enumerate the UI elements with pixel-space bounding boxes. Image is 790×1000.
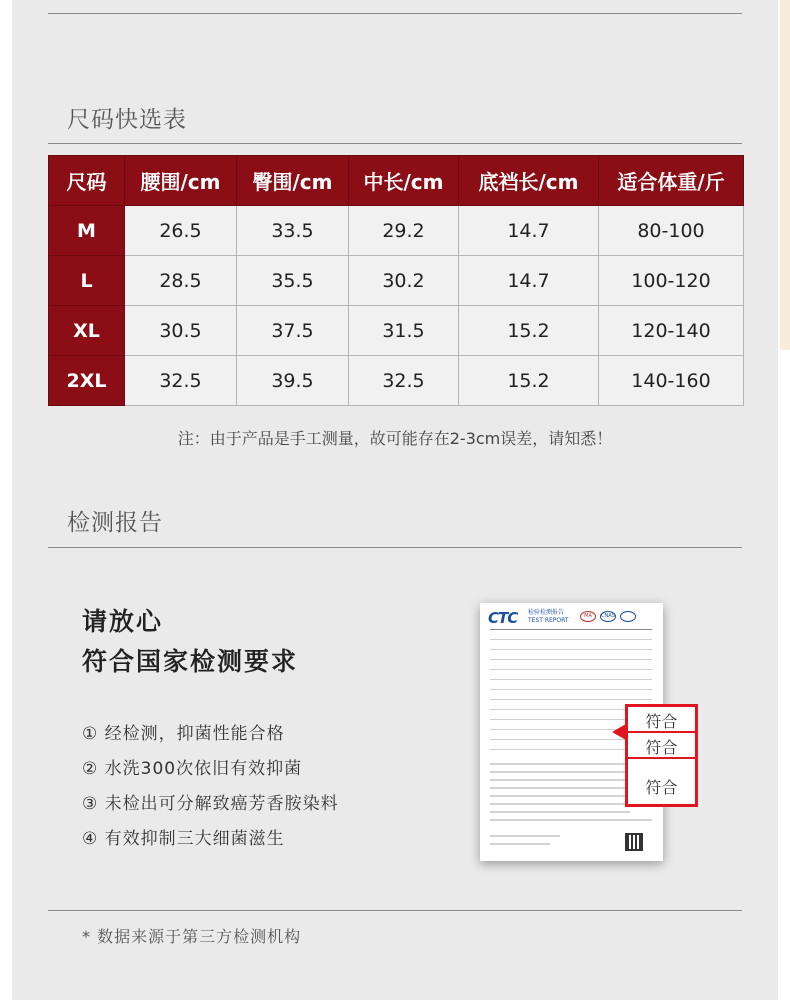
- report-table-line: [490, 699, 652, 700]
- table-cell: 33.5: [237, 206, 349, 256]
- content-panel: [12, 0, 778, 1000]
- pointer-arrow-icon: [612, 724, 626, 740]
- feature-item: ③ 未检出可分解致癌芳香胺染料: [82, 794, 339, 814]
- report-table-line: [490, 639, 652, 640]
- table-cell: 80-100: [599, 206, 744, 256]
- table-cell: 30.2: [349, 256, 459, 306]
- report-table-line: [490, 689, 652, 690]
- table-cell: 15.2: [459, 306, 599, 356]
- report-logo-subtitle-cn: 检验检测报告: [528, 609, 565, 616]
- table-cell: 32.5: [349, 356, 459, 406]
- stamp-divider: [628, 757, 695, 759]
- table-cell: 35.5: [237, 256, 349, 306]
- report-table-line: [490, 659, 652, 660]
- report-rule: [490, 629, 652, 630]
- report-text-line: [490, 763, 640, 765]
- compliance-heading: 符合国家检测要求: [82, 647, 299, 676]
- header-crotch: 底裆长/cm: [459, 156, 599, 206]
- stamp-cell: 符合: [645, 738, 678, 757]
- decorative-strip: [780, 0, 790, 350]
- table-cell: 32.5: [125, 356, 237, 406]
- header-waist: 腰围/cm: [125, 156, 237, 206]
- header-size: 尺码: [49, 156, 125, 206]
- report-table-line: [490, 649, 652, 650]
- ilac-badge-icon: [620, 611, 636, 622]
- size-label: XL: [49, 306, 125, 356]
- report-section-divider: [48, 547, 742, 548]
- table-cell: 31.5: [349, 306, 459, 356]
- table-cell: 120-140: [599, 306, 744, 356]
- size-label: 2XL: [49, 356, 125, 406]
- table-cell: 37.5: [237, 306, 349, 356]
- table-cell: 140-160: [599, 356, 744, 406]
- header-length: 中长/cm: [349, 156, 459, 206]
- compliance-stamp: [625, 704, 698, 807]
- report-section-title: 检测报告: [67, 510, 163, 536]
- table-cell: 14.7: [459, 256, 599, 306]
- report-table-line: [490, 669, 652, 670]
- feature-item: ① 经检测，抑菌性能合格: [82, 724, 285, 744]
- size-label: L: [49, 256, 125, 306]
- table-cell: 100-120: [599, 256, 744, 306]
- size-section-title: 尺码快选表: [67, 107, 187, 133]
- table-cell: 15.2: [459, 356, 599, 406]
- table-cell: 29.2: [349, 206, 459, 256]
- table-row: [49, 306, 744, 356]
- stamp-cell: 符合: [645, 778, 678, 797]
- table-cell: 39.5: [237, 356, 349, 406]
- header-weight: 适合体重/斤: [599, 156, 744, 206]
- reassurance-heading: 请放心: [82, 607, 164, 636]
- report-text-line: [490, 835, 560, 837]
- report-text-line: [490, 795, 645, 797]
- table-cell: 26.5: [125, 206, 237, 256]
- stamp-cell: 符合: [645, 712, 678, 731]
- feature-item: ② 水洗300次依旧有效抑菌: [82, 759, 303, 779]
- report-logo-subtitle: [528, 609, 569, 625]
- table-cell: 28.5: [125, 256, 237, 306]
- size-table: [48, 155, 744, 406]
- data-source-footnote: * 数据来源于第三方检测机构: [82, 927, 302, 946]
- ctc-logo: CTC: [488, 609, 518, 627]
- qr-code-icon: [625, 833, 643, 851]
- table-row: [49, 356, 744, 406]
- stamp-divider: [628, 731, 695, 733]
- table-cell: 30.5: [125, 306, 237, 356]
- table-row: [49, 206, 744, 256]
- report-text-line: [490, 811, 630, 813]
- size-label: M: [49, 206, 125, 256]
- cma-badge-icon: MA: [580, 611, 596, 622]
- measurement-note: 注：由于产品是手工测量，故可能存在2-3cm误差，请知悉！: [177, 429, 613, 448]
- footer-divider: [48, 910, 742, 911]
- feature-item: ④ 有效抑制三大细菌滋生: [82, 829, 285, 849]
- table-row: [49, 256, 744, 306]
- report-text-line: [490, 819, 652, 821]
- top-divider: [48, 13, 742, 14]
- size-table-header-row: [49, 156, 744, 206]
- table-cell: 14.7: [459, 206, 599, 256]
- report-logo-subtitle-en: TEST REPORT: [528, 617, 569, 624]
- report-text-line: [490, 843, 550, 845]
- cnas-badge-icon: CNAS: [600, 611, 616, 622]
- size-section-divider: [48, 143, 742, 144]
- report-table-line: [490, 679, 652, 680]
- header-hip: 臀围/cm: [237, 156, 349, 206]
